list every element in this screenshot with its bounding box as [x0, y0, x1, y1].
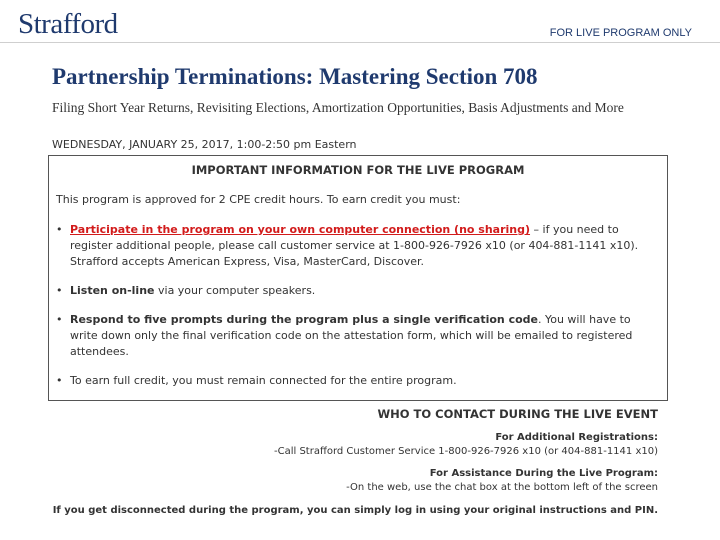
header-divider [0, 42, 720, 43]
program-date: WEDNESDAY, JANUARY 25, 2017, 1:00-2:50 pm Eastern [52, 138, 357, 151]
info-box-heading: IMPORTANT INFORMATION FOR THE LIVE PROGRAM [191, 163, 525, 177]
list-item-lead: Respond to five prompts during the program plus a single verification code [70, 313, 538, 326]
list-item [56, 373, 656, 389]
assistance-label: For Assistance During the Live Program: [429, 468, 658, 479]
contact-heading: WHO TO CONTACT DURING THE LIVE EVENT [377, 407, 658, 421]
page-subtitle: Filing Short Year Returns, Revisiting Elections, Amortization Opportunities, Basis Adjustments and More [52, 100, 624, 115]
bullet-icon: • [56, 223, 63, 236]
list-item-text: To earn full credit, you must remain connected for the entire program. [70, 374, 457, 387]
important-info-box [48, 155, 668, 401]
disconnect-note: If you get disconnected during the program, you can simply log in using your original instructions and PIN. [52, 505, 658, 516]
cpe-intro-text: This program is approved for 2 CPE credit hours. To earn credit you must: [56, 193, 461, 206]
list-item [56, 222, 656, 270]
list-item-lead: Listen on-line [70, 284, 155, 297]
requirements-list [56, 222, 656, 402]
list-item [56, 312, 656, 360]
list-item-text: via your computer speakers. [154, 284, 316, 297]
list-item [56, 283, 656, 299]
participate-link[interactable]: Participate in the program on your own computer connection (no sharing) [70, 223, 531, 236]
bullet-icon: • [56, 313, 63, 326]
registrations-text: -Call Strafford Customer Service 1-800-926-7926 x10 (or 404-881-1141 x10) [273, 446, 658, 457]
bullet-icon: • [56, 374, 63, 387]
live-program-note: FOR LIVE PROGRAM ONLY [549, 27, 692, 39]
list-item-text: . You will have to write down only the final verification code on the attestation form, which will be emailed to registered attendees. [70, 313, 633, 358]
registrations-label: For Additional Registrations: [495, 432, 658, 443]
page-title: Partnership Terminations: Mastering Section 708 [52, 64, 538, 89]
bullet-icon: • [56, 284, 63, 297]
list-item-text: – if you need to register additional people, please call customer service at 1-800-926-7926 x10 (or 404-881-1141 x10). Strafford accepts American Express, Visa, MasterCard, Discover. [70, 223, 639, 268]
assistance-text: -On the web, use the chat box at the bottom left of the screen [346, 482, 658, 493]
strafford-logo: Strafford [18, 8, 118, 40]
